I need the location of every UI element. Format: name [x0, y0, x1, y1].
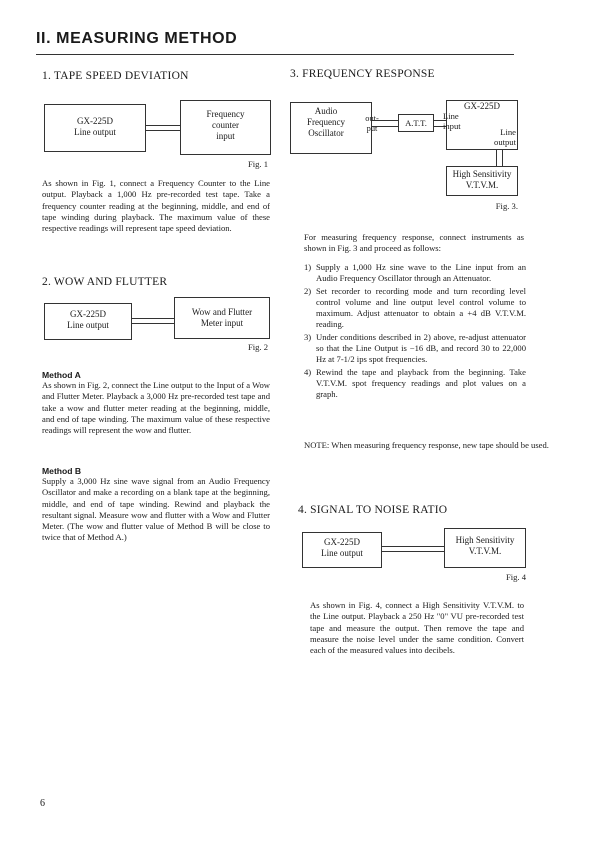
connection-line — [132, 318, 174, 319]
line-input-label: Line input — [443, 111, 461, 131]
connection-line — [382, 551, 444, 552]
audio-oscillator-label: Audio Frequency Oscillator — [307, 106, 345, 138]
section-1-text: As shown in Fig. 1, connect a Frequency Counter to the Line output. Playback a 1,000 Hz pre-recorded test tape. Take a frequency counter reading at the beginning, middle, and end of tape winding during playback. The maximum value of these respective readings will represent tape speed deviation. — [42, 178, 270, 234]
line-output-label: Line output — [494, 127, 516, 147]
section-3-intro: For measuring frequency response, connect instruments as shown in Fig. 3 and proceed as follows: — [304, 232, 524, 254]
method-b-title: Method B — [42, 466, 82, 476]
page-title: II. MEASURING METHOD — [36, 30, 238, 47]
list-item: 4) Rewind the tape and playback from the beginning. Take V.T.V.M. spot frequency readings and plot values on a graph. — [304, 366, 526, 400]
figure-1-label: Fig. 1 — [247, 159, 268, 169]
gx225d-label: GX-225D — [464, 101, 500, 111]
section-4-title: 4. SIGNAL TO NOISE RATIO — [298, 504, 448, 516]
connection-line — [502, 150, 503, 166]
section-1-title: 1. TAPE SPEED DEVIATION — [42, 70, 189, 82]
section-4-text: As shown in Fig. 4, connect a High Sensitivity V.T.V.M. to the Line output. Playback a 250 Hz "0" VU pre-recorded test tape and measure the output. Then remove the tape and measure the noise level under the same condition. Convert each of the measured values into decibels. — [310, 600, 524, 656]
gx225d-label: GX-225D Line output — [321, 537, 363, 558]
method-b-text: Supply a 3,000 Hz sine wave signal from an Audio Frequency Oscillator and make a recording on a blank tape at the beginning, middle, and end of tape winding. Rewind and playback the resultant signal. Measure wow and flutter with a Wow and Flutter Meter. (The wow and flutter value of Method B will be close to twice that of Method A.) — [42, 476, 270, 543]
frequency-counter-label: Frequency counter input — [206, 109, 245, 141]
connection-line — [132, 323, 174, 324]
gx225d-label: GX-225D Line output — [74, 116, 116, 137]
connection-line — [372, 120, 398, 121]
list-item: 2) Set recorder to recording mode and turn recording level control volume and line output level control volume to maximum. Adjust attenuator to obtain a +4 dB V.T.V.M. reading. — [304, 285, 526, 330]
figure-4-label: Fig. 4 — [505, 572, 526, 582]
attenuator-box: A.T.T. — [398, 114, 434, 132]
connection-line — [146, 125, 180, 126]
connection-line — [496, 150, 497, 166]
connection-line — [382, 546, 444, 547]
section-3-note: NOTE: When measuring frequency response, new tape should be used. — [304, 440, 549, 450]
connection-line — [372, 126, 398, 127]
connection-line — [146, 130, 180, 131]
title-rule — [36, 54, 514, 55]
section-2-title: 2. WOW AND FLUTTER — [42, 276, 168, 288]
frequency-response-steps — [304, 262, 526, 402]
method-a-text: As shown in Fig. 2, connect the Line output to the Input of a Wow and Flutter Meter. Playback a 3,000 Hz pre-recorded test tape and take a wow and flutter meter reading at the beginning, middle, and end of tape winding. The maximum value of these respective readings will represent the wow and flutter. — [42, 380, 270, 436]
vtvm-label: High Sensitivity V.T.V.M. — [455, 535, 515, 556]
section-3-title: 3. FREQUENCY RESPONSE — [290, 68, 435, 80]
gx225d-label: GX-225D Line output — [67, 309, 109, 330]
figure-3-label: Fig. 3. — [495, 201, 518, 211]
figure-2-label: Fig. 2 — [247, 342, 268, 352]
wow-flutter-meter-label: Wow and Flutter Meter input — [191, 307, 253, 328]
vtvm-label: High Sensitivity V.T.V.M. — [452, 169, 512, 190]
output-label: out- put — [365, 114, 379, 133]
list-item: 1) Supply a 1,000 Hz sine wave to the Line input from an Audio Frequency Oscillator through an Attenuator. — [304, 262, 526, 284]
list-item: 3) Under conditions described in 2) above, re-adjust attenuator so that the Line Output is −16 dB, and record 30 to 22,000 Hz at 7-1/2 ips spot frequencies. — [304, 331, 526, 365]
page-number: 6 — [40, 798, 45, 809]
method-a-title: Method A — [42, 370, 81, 380]
